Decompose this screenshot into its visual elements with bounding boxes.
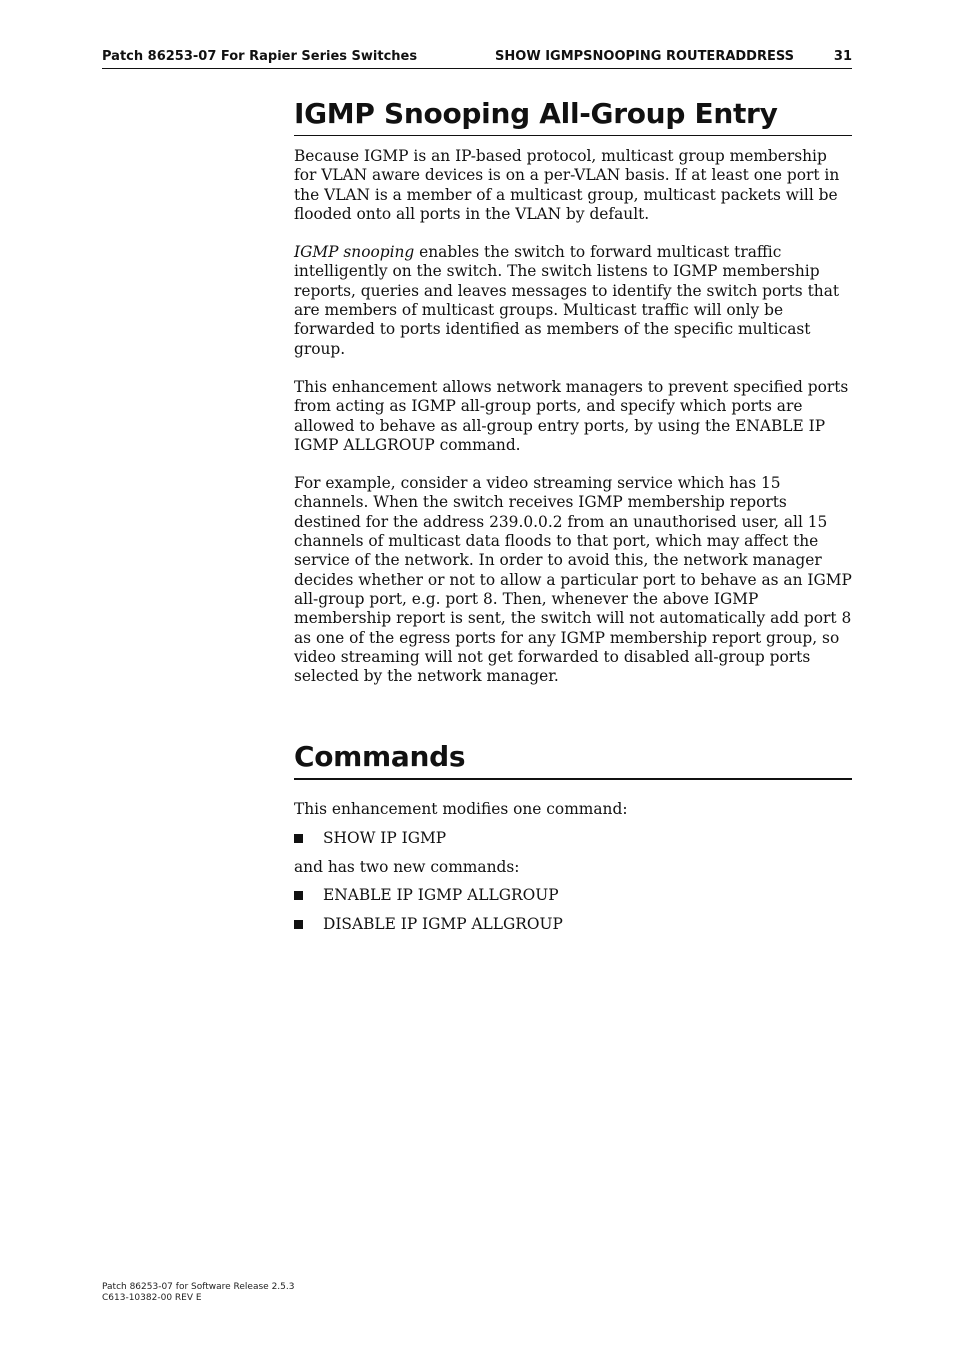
page-footer: [102, 1282, 294, 1304]
term-igmp-snooping: IGMP snooping: [294, 243, 415, 262]
paragraph-igmp-snooping-text: enables the switch to forward multicast traffic intelligently on the switch. The switch listens to IGMP membership reports, queries and leaves messages to identify the switch ports that are members of multicast groups. Multicast traffic will only be forwarded to ports identified as members of the specific multicast group.: [294, 243, 840, 358]
footer-release: Patch 86253-07 for Software Release 2.5.3: [102, 1282, 295, 1292]
square-bullet-icon: [294, 891, 303, 900]
new-commands-intro: and has two new commands:: [294, 858, 520, 877]
square-bullet-icon: [294, 920, 303, 929]
square-bullet-icon: [294, 834, 303, 843]
section-heading-igmp-all-group: IGMP Snooping All-Group Entry: [294, 95, 852, 136]
command-name: SHOW IP IGMP: [323, 828, 447, 847]
footer-doc-number: C613-10382-00 REV E: [102, 1293, 202, 1303]
paragraph-enhancement: This enhancement allows network managers to prevent specified ports from acting as IGMP all-group ports, and specify which ports are allowed to behave as all-group entry ports, by using the ENABLE IP IGMP ALLGROUP command.: [294, 377, 849, 454]
paragraph-example: For example, consider a video streaming service which has 15 channels. When the switch receives IGMP membership reports destined for the address 239.0.0.2 from an unauthorised user, all 15 channels of multicast data floods to that port, which may affect the service of the network. In order to avoid this, the network manager decides whether or not to allow a particular port to behave as an IGMP all-group port, e.g. port 8. Then, whenever the above IGMP membership report is sent, the switch will not automatically add port 8 as one of the egress ports for any IGMP membership report group, so video streaming will not get forwarded to disabled all-group ports selected by the network manager.: [294, 474, 852, 686]
document-title: Patch 86253-07 For Rapier Series Switches: [102, 49, 418, 64]
commands-intro: This enhancement modifies one command:: [294, 800, 628, 819]
command-name: DISABLE IP IGMP ALLGROUP: [323, 915, 563, 934]
modified-commands-list: [294, 829, 852, 848]
list-item: [294, 915, 852, 934]
new-commands-list: [294, 886, 852, 934]
main-content: [294, 95, 852, 944]
paragraph-igmp-snooping: [294, 243, 852, 359]
page-number: 31: [833, 49, 852, 64]
command-name: ENABLE IP IGMP ALLGROUP: [323, 886, 559, 905]
paragraph-intro: Because IGMP is an IP-based protocol, multicast group membership for VLAN aware devices is on a per-VLAN basis. If at least one port in the VLAN is a member of a multicast group, multicast packets will be flooded onto all ports in the VLAN by default.: [294, 147, 840, 223]
list-item: [294, 886, 852, 905]
section-title: SHOW IGMPSNOOPING ROUTERADDRESS: [495, 49, 794, 64]
list-item: [294, 829, 852, 848]
running-header: [102, 48, 852, 69]
section-heading-commands: Commands: [294, 738, 852, 780]
